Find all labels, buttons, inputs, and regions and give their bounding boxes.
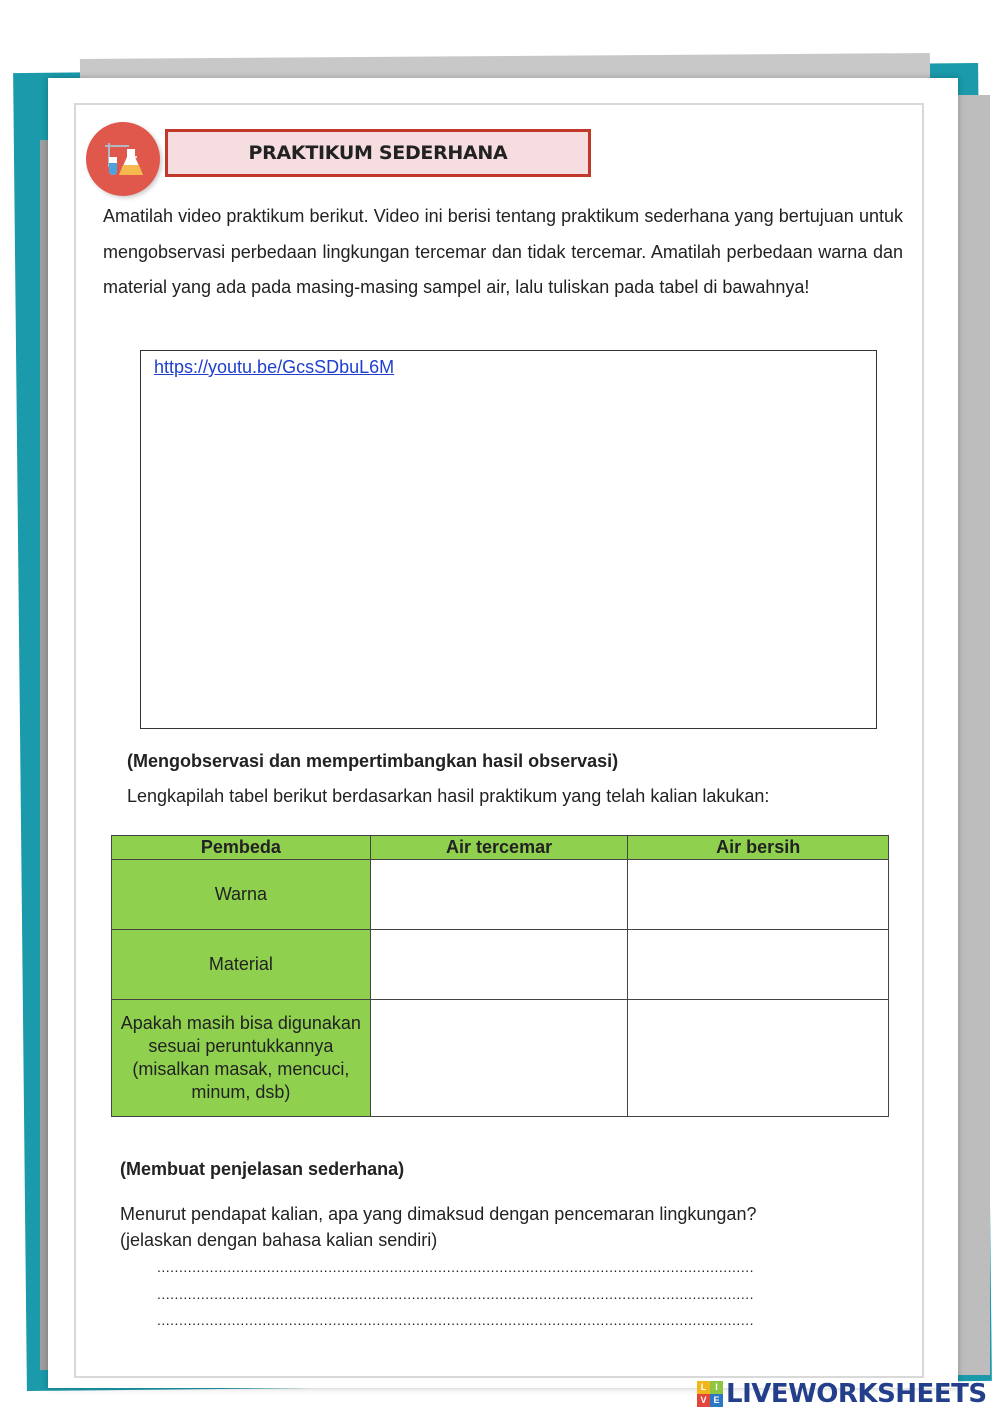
answer-line-3[interactable]: ........................................................................................................................................ [157, 1312, 754, 1328]
watermark-text: LIVEWORKSHEETS [726, 1379, 987, 1409]
header-air-tercemar: Air tercemar [370, 836, 628, 860]
table-row [112, 930, 889, 1000]
logo-letter-i: I [710, 1381, 723, 1394]
explanation-note: (jelaskan dengan bahasa kalian sendiri) [120, 1230, 438, 1250]
video-box [140, 350, 877, 729]
cell-usability-air-tercemar[interactable] [370, 1000, 628, 1117]
liveworksheets-logo-icon [697, 1381, 723, 1407]
explanation-question: Menurut pendapat kalian, apa yang dimaksud dengan pencemaran lingkungan? [120, 1204, 757, 1224]
row-label-material: Material [112, 930, 371, 1000]
observation-instruction: Lengkapilah tabel berikut berdasarkan hasil praktikum yang telah kalian lakukan: [127, 786, 770, 806]
table-row [112, 1000, 889, 1117]
answer-line-2[interactable]: ........................................................................................................................................ [157, 1286, 754, 1302]
logo-letter-v: V [697, 1394, 710, 1407]
table-header-row [112, 836, 889, 860]
title-box [165, 129, 591, 177]
logo-letter-e: E [710, 1394, 723, 1407]
cell-material-air-bersih[interactable] [628, 930, 889, 1000]
science-lab-icon [86, 122, 160, 196]
explanation-heading: (Membuat penjelasan sederhana) [120, 1159, 405, 1179]
table-row [112, 860, 889, 930]
cell-warna-air-tercemar[interactable] [370, 860, 628, 930]
observation-heading: (Mengobservasi dan mempertimbangkan hasil observasi) [127, 751, 619, 771]
logo-letter-l: L [697, 1381, 710, 1394]
header-pembeda: Pembeda [112, 836, 371, 860]
row-label-warna: Warna [112, 860, 371, 930]
cell-material-air-tercemar[interactable] [370, 930, 628, 1000]
video-link[interactable]: https://youtu.be/GcsSDbuL6M [154, 357, 395, 377]
intro-paragraph: Amatilah video praktikum berikut. Video ini berisi tentang praktikum sederhana yang bertujuan untuk mengobservasi perbedaan lingkungan tercemar dan tidak tercemar. Amatilah perbedaan warna dan material yang ada pada masing-masing sampel air, lalu tuliskan pada tabel di bawahnya! [103, 206, 903, 297]
page-title: PRAKTIKUM SEDERHANA [248, 142, 508, 164]
cell-usability-air-bersih[interactable] [628, 1000, 889, 1117]
liveworksheets-watermark [697, 1378, 987, 1410]
header-air-bersih: Air bersih [628, 836, 889, 860]
observation-table [111, 835, 889, 1117]
row-label-usability: Apakah masih bisa digunakan sesuai peruntukkannya (misalkan masak, mencuci, minum, dsb) [112, 1000, 371, 1117]
answer-line-1[interactable]: ........................................................................................................................................ [157, 1259, 754, 1275]
cell-warna-air-bersih[interactable] [628, 860, 889, 930]
